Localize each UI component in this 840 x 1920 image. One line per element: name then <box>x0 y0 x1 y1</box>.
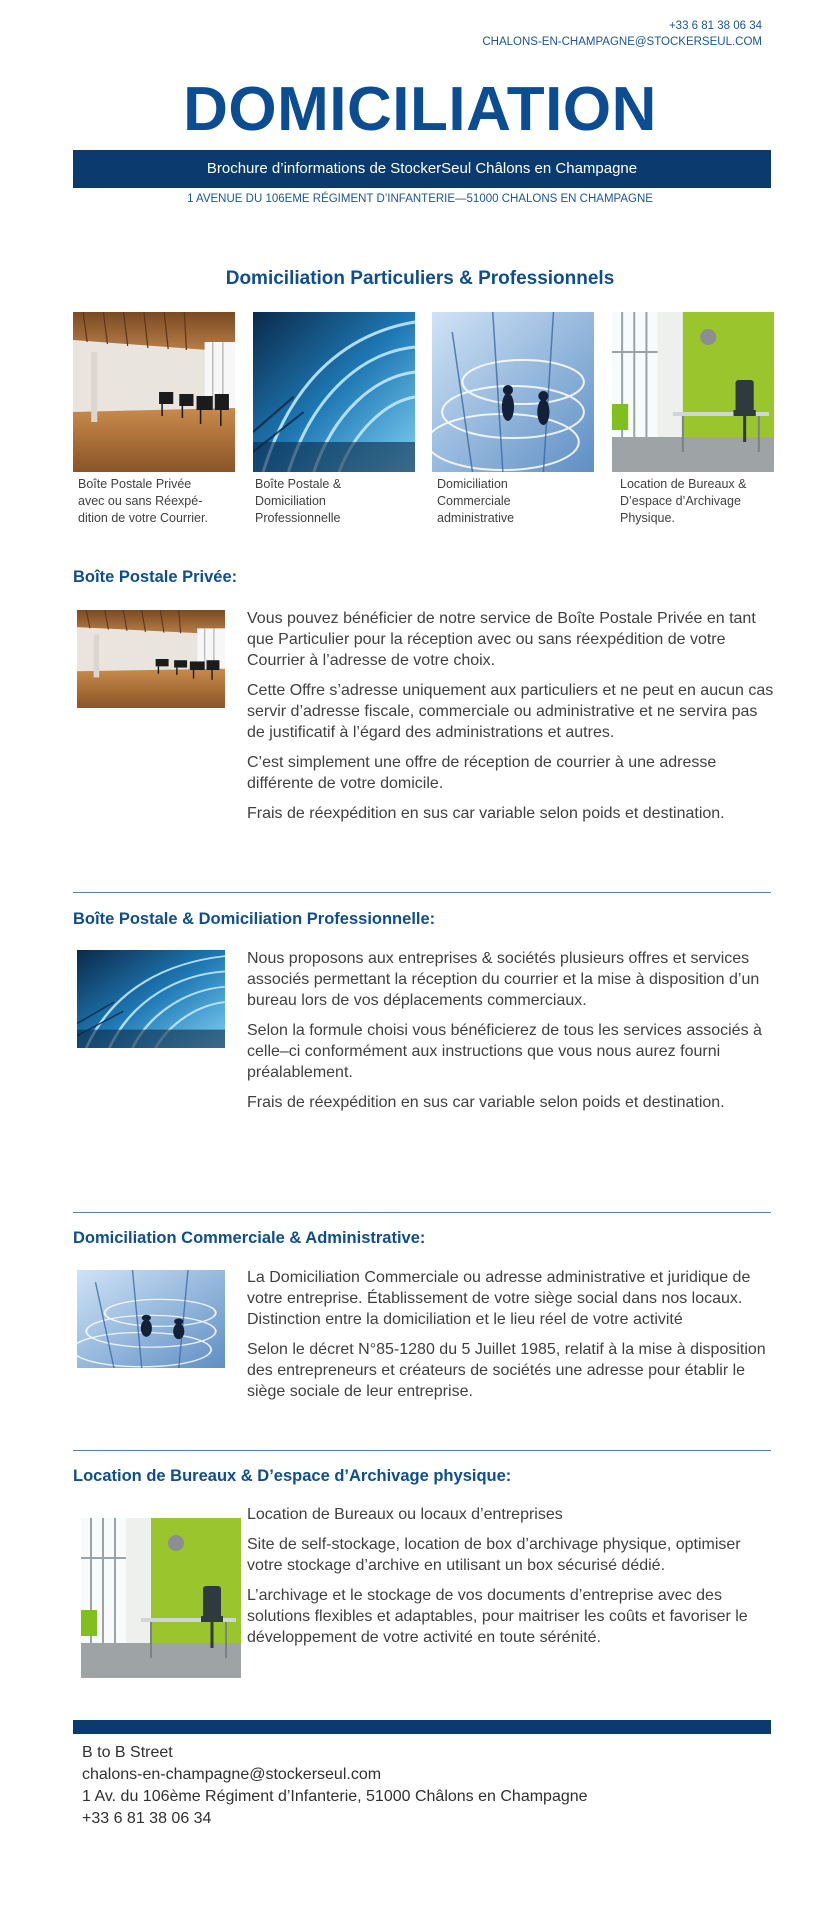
footer-phone: +33 6 81 38 06 34 <box>82 1810 212 1827</box>
thumb-caption-3-line: Commerciale <box>437 494 511 508</box>
thumb-caption-1-line: avec ou sans Réexpé- <box>78 494 203 508</box>
thumb-caption-3-line: administrative <box>437 511 515 525</box>
paragraph: Vous pouvez bénéficier de notre service de Boîte Postale Privée en tant que Particulier pour la réception avec ou sans réexpédition de votre Courrier à l’adresse de votre choix. <box>247 610 756 669</box>
thumb-caption-1-line: Boîte Postale Privée <box>78 477 192 491</box>
thumb-caption-3-line: Domiciliation <box>437 477 508 491</box>
paragraph: Site de self-stockage, location de box d’archivage physique, optimiser votre stockage d’archive en utilisant un box sécurisé dédié. <box>247 1536 741 1574</box>
footer-address: 1 Av. du 106ème Régiment d’Infanterie, 51000 Châlons en Champagne <box>82 1788 588 1805</box>
thumb-caption-4 <box>620 476 780 527</box>
thumb-caption-4-line: Physique. <box>620 511 675 525</box>
paragraph: Frais de réexpédition en sus car variable selon poids et destination. <box>247 1094 725 1111</box>
thumb-caption-2-line: Domiciliation <box>255 494 326 508</box>
footer-email[interactable]: chalons-en-champagne@stockerseul.com <box>82 1766 382 1783</box>
paragraph: L’archivage et le stockage de vos documents d’entreprise avec des solutions flexibles et adaptables, pour maitriser les coûts et favoriser le développement de votre activité en toute sérénité. <box>247 1587 748 1646</box>
thumb-caption-2 <box>255 476 415 527</box>
thumb-caption-3 <box>437 476 597 527</box>
corridor-image <box>77 610 225 708</box>
header-address: 1 AVENUE DU 106EME RÉGIMENT D’INFANTERIE—51000 CHALONS EN CHAMPAGNE <box>187 193 653 205</box>
section-title-domiciliation-commerciale: Domiciliation Commerciale & Administrative: <box>73 1229 426 1247</box>
thumb-arch-image <box>253 312 415 472</box>
intro-title: Domiciliation Particuliers & Professionnels <box>225 268 615 289</box>
thumb-stairs-image <box>432 312 594 472</box>
thumb-caption-4-line: Location de Bureaux & <box>620 477 747 491</box>
arch-image <box>77 950 225 1048</box>
header-contact <box>482 18 762 50</box>
section-text-location-bureaux <box>247 1504 774 1657</box>
section-divider <box>73 1212 771 1213</box>
header-phone: +33 6 81 38 06 34 <box>668 20 762 32</box>
paragraph: La Domiciliation Commerciale ou adresse administrative et juridique de votre entreprise. Établissement de votre siège social dans nos locaux. Distinction entre la domiciliation et le lieu réel de votre activité <box>247 1269 751 1328</box>
thumb-office-image <box>612 312 774 472</box>
footer-company: B to B Street <box>82 1744 173 1761</box>
thumb-corridor-image <box>73 312 235 472</box>
paragraph: C’est simplement une offre de réception de courrier à une adresse différente de votre domicile. <box>247 754 717 792</box>
thumb-caption-2-line: Boîte Postale & <box>255 477 342 491</box>
paragraph: Frais de réexpédition en sus car variable selon poids et destination. <box>247 805 725 822</box>
thumb-caption-1 <box>78 476 238 527</box>
paragraph: Location de Bureaux ou locaux d’entreprises <box>247 1506 563 1523</box>
stairs-image <box>77 1270 225 1368</box>
paragraph: Nous proposons aux entreprises & sociétés plusieurs offres et services associés permettant la réception du courrier et la mise à disposition d’un bureau lors de vos déplacements commerciaux. <box>247 950 760 1009</box>
thumb-caption-2-line: Professionnelle <box>255 511 341 525</box>
paragraph: Selon le décret N°85-1280 du 5 Juillet 1985, relatif à la mise à disposition des entrepreneurs et créateurs de sociétés une adresse pour établir le siège sociale de leur entreprise. <box>247 1341 766 1400</box>
paragraph: Cette Offre s’adresse uniquement aux particuliers et ne peut en aucun cas servir d’adresse fiscale, commerciale ou administrative et ne servira pas de justificatif à l’égard des administrations et autres. <box>247 682 774 741</box>
section-title-domiciliation-professionnelle: Boîte Postale & Domiciliation Professionnelle: <box>73 910 436 928</box>
section-title-location-bureaux: Location de Bureaux & D’espace d’Archivage physique: <box>73 1467 512 1485</box>
section-title-boite-postale-privee: Boîte Postale Privée: <box>73 568 238 586</box>
brochure-banner: Brochure d’informations de StockerSeul Châlons en Champagne <box>73 150 771 188</box>
footer-bar <box>73 1720 771 1734</box>
section-text-domiciliation-professionnelle <box>247 948 774 1122</box>
section-text-domiciliation-commerciale <box>247 1267 774 1411</box>
paragraph: Selon la formule choisi vous bénéficierez de tous les services associés à celle–ci conformément aux instructions que vous nous aurez fourni préalablement. <box>247 1022 762 1081</box>
thumb-caption-1-line: dition de votre Courrier. <box>78 511 208 525</box>
section-divider <box>73 1450 771 1451</box>
page-title: DOMICILIATION <box>183 75 657 144</box>
header-email[interactable]: CHALONS-EN-CHAMPAGNE@STOCKERSEUL.COM <box>482 36 762 48</box>
office-image <box>81 1518 241 1678</box>
thumb-caption-4-line: D’espace d’Archivage <box>620 494 741 508</box>
section-divider <box>73 892 771 893</box>
section-text-boite-postale-privee <box>247 608 774 833</box>
footer-contact <box>82 1742 588 1830</box>
